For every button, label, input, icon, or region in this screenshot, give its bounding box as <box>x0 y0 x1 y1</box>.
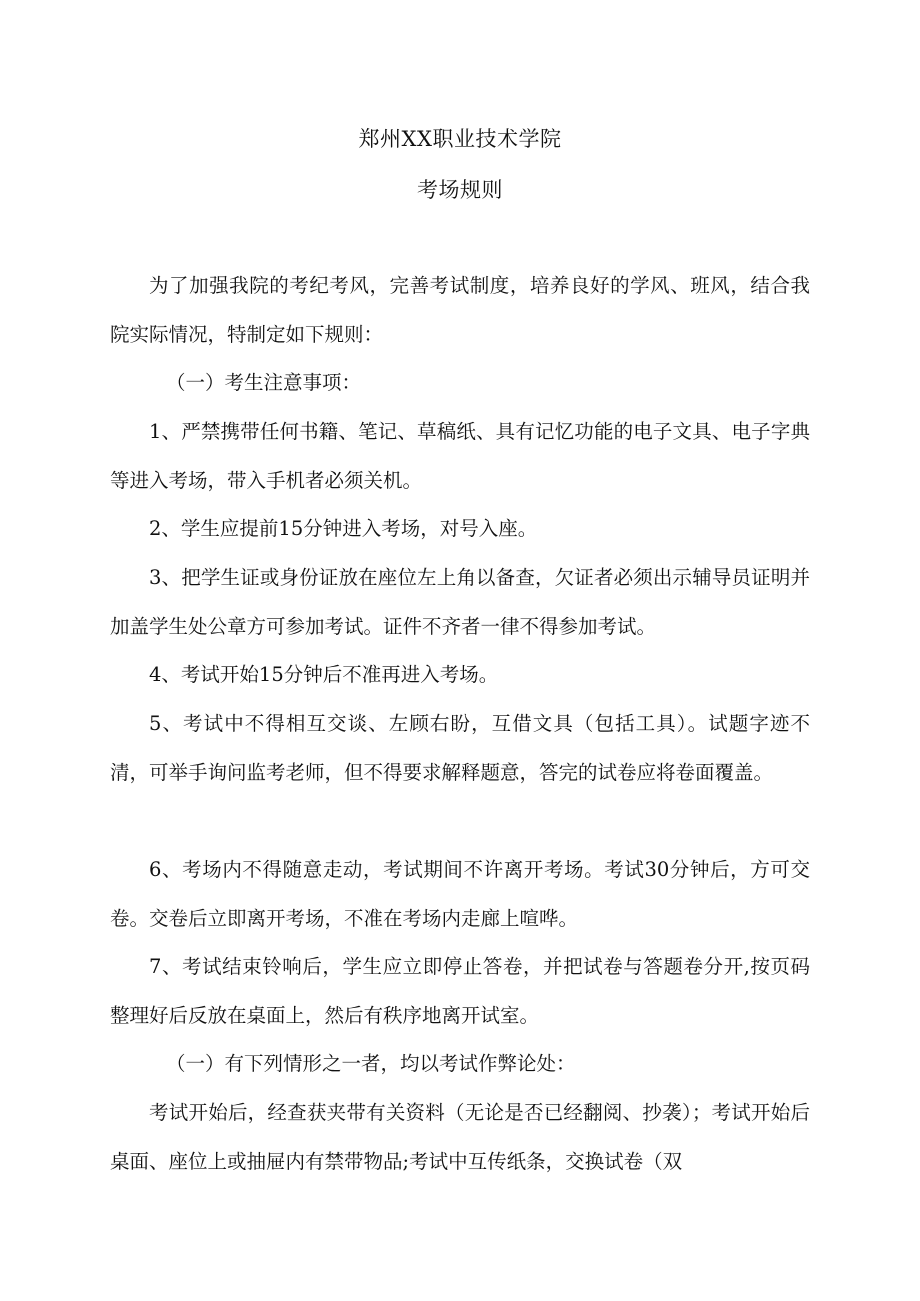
intro-paragraph: 为了加强我院的考纪考风，完善考试制度，培养良好的学风、班风，结合我院实际情况，特制定如下规则： <box>110 274 810 346</box>
document-title-rules: 考场规则 <box>417 178 503 202</box>
section1-heading: （一）考生注意事项： <box>166 371 362 394</box>
cheating-paragraph: 考试开始后，经查获夹带有关资料（无论是否已经翻阅、抄袭）；考试开始后桌面、座位上或抽屉内有禁带物品;考试中互传纸条，交换试卷（双 <box>110 1101 810 1173</box>
rule-3: 3、把学生证或身份证放在座位左上角以备查，欠证者必须出示辅导员证明并加盖学生处公章方可参加考试。证件不齐者一律不得参加考试。 <box>110 566 810 638</box>
rule-6: 6、考场内不得随意走动，考试期间不许离开考场。考试30分钟后，方可交卷。交卷后立即离开考场，不准在考场内走廊上喧哗。 <box>110 858 810 930</box>
rule-4: 4、考试开始15分钟后不准再进入考场。 <box>149 663 499 686</box>
rule-2: 2、学生应提前15分钟进入考场，对号入座。 <box>149 517 538 540</box>
section2-heading: （一）有下列情形之一者，均以考试作弊论处： <box>166 1052 576 1075</box>
rule-5: 5、考试中不得相互交谈、左顾右盼，互借文具（包括工具）。试题字迹不清，可举手询问监考老师，但不得要求解释题意，答完的试卷应将卷面覆盖。 <box>110 712 810 784</box>
document-title-institution: 郑州XX职业技术学院 <box>358 127 562 151</box>
rule-7: 7、考试结束铃响后，学生应立即停止答卷，并把试卷与答题卷分开,按页码整理好后反放在桌面上，然后有秩序地离开试室。 <box>110 955 810 1027</box>
rule-1: 1、严禁携带任何书籍、笔记、草稿纸、具有记忆功能的电子文具、电子字典等进入考场，带入手机者必须关机。 <box>110 420 810 492</box>
